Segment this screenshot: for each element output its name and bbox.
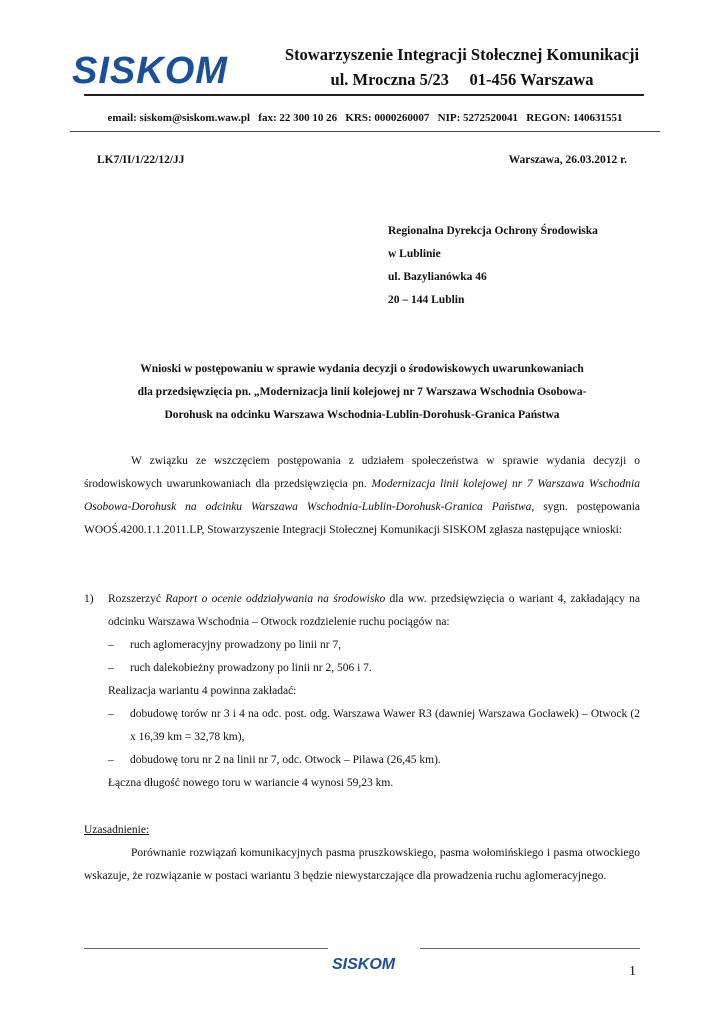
subject-line: dla przedsięwzięcia pn. „Modernizacja linii kolejowej nr 7 Warszawa Wschodnia Osobowa- [137,386,587,398]
footer-divider-right [420,948,640,949]
list-item [84,657,640,680]
footer-logo [331,954,413,972]
list-item [84,749,640,772]
header-divider [84,94,644,96]
recipient-address [388,220,598,312]
list-item [84,634,640,657]
item-lead: Rozszerzyć [108,593,166,605]
dash-marker: – [108,662,114,674]
bullet-text: ruch aglomeracyjny prowadzony po linii nr 7, [130,639,342,651]
subject-line: Dorohusk na odcinku Warszawa Wschodnia-Lublin-Dorohusk-Granica Państwa [164,409,560,421]
organization-address: ul. Mroczna 5/23 01-456 Warszawa [330,70,594,89]
item-number: 1) [84,593,94,605]
logo-text: SISKOM [72,50,228,92]
justification-text: Porównanie rozwiązań komunikacyjnych pasma pruszkowskiego, pasma wołomińskiego i pasma otwockiego wskazuje, że rozwiązanie w postaci wariantu 3 będzie niewystarczające dla prowadzenia ruchu aglomeracyjnego. [84,847,640,882]
intro-text: W związku ze wszczęciem postępowania z udziałem społeczeństwa w sprawie wydania decyzji o środowiskowych uwarunkowaniach dla przedsięwzięcia pn. [84,455,640,490]
total-length-text: Łączna długość nowego toru w wariancie 4 wynosi 59,23 km. [108,777,394,789]
letter-date: Warszawa, 26.03.2012 r. [508,154,627,166]
intro-project-name: Modernizacja linii kolejowej nr 7 Warszawa Wschodnia Osobowa-Dorohusk na odcinku Warszawa Wschodnia-Lublin-Dorohusk-Granica Państwa [84,478,641,513]
siskom-logo [72,48,250,92]
dash-marker: – [108,639,114,651]
recipient-line: ul. Bazylianówka 46 [388,271,487,283]
footer-logo-graphic [331,954,413,972]
bullet-text: ruch dalekobieżny prowadzony po linii nr 2, 506 i 7. [130,662,372,674]
list-item [84,703,640,749]
subject-line: Wnioski w postępowaniu w sprawie wydania decyzji o środowiskowych uwarunkowaniach [140,363,584,375]
dash-marker: – [108,754,114,766]
justification-heading: Uzasadnienie: [84,824,150,836]
item-report-title: Raport o ocenie oddziaływania na środowisko [165,593,386,605]
bullet-text: dobudowę torów nr 3 i 4 na odc. post. odg. Warszawa Wawer R3 (dawniej Warszawa Gocławek) – Otwock (2 x 16,39 km = 32,78 km), [130,708,640,743]
intro-paragraph [84,450,640,542]
letter-subject [84,358,640,427]
organization-name: Stowarzyszenie Integracji Stołecznej Komunikacji [284,45,640,64]
footer-logo-text: SISKOM [332,956,396,972]
realization-text: Realizacja wariantu 4 powinna zakładać: [108,685,297,697]
recipient-line: Regionalna Dyrekcja Ochrony Środowiska [388,225,598,237]
contact-details: email: siskom@siskom.waw.pl fax: 22 300 10 26 KRS: 0000260007 NIP: 5272520041 REGON: 140631551 [107,112,623,124]
recipient-line: w Lublinie [388,248,441,260]
contact-divider [70,131,660,132]
footer-divider-left [84,948,328,949]
dash-marker: – [108,708,114,720]
item-lead-text [108,588,640,634]
intro-text-end: , sygn. postępowania WOOŚ.4200.1.1.2011.LP, Stowarzyszenie Integracji Stołecznej Komunikacji SISKOM zgłasza następujące wnioski: [84,501,640,536]
justification-section [84,819,640,888]
item-rest: dla ww. przedsięwzięcia o wariant 4, zakładający na odcinku Warszawa Wschodnia – Otwock rozdzielenie ruchu pociągów na: [108,593,640,628]
siskom-logo-graphic [72,48,250,92]
letter-reference: LK7/II/1/22/12/JJ [97,154,185,166]
page-number: 1 [629,964,636,979]
request-item-1 [84,588,640,795]
recipient-line: 20 – 144 Lublin [388,294,465,306]
bullet-text: dobudowę toru nr 2 na linii nr 7, odc. Otwock – Pilawa (26,45 km). [130,754,441,766]
